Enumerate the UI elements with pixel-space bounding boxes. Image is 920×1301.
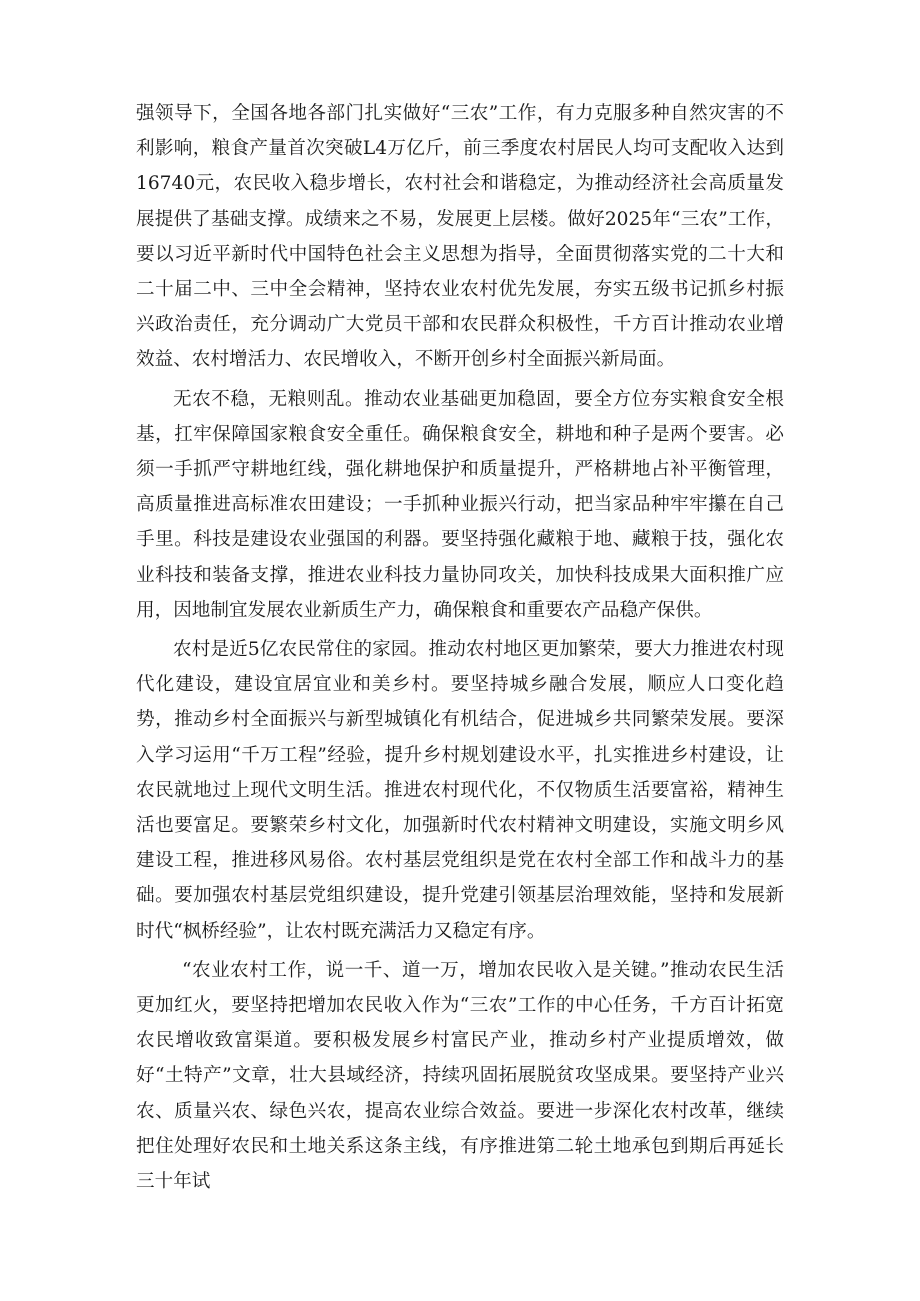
paragraph-farmer-income: “农业农村工作，说一千、道一万，增加农民收入是关键。”推动农民生活更加红火，要坚持把增加农民收入作为“三农”工作的中心任务，千方百计拓宽农民增收致富渠道。要积极发展乡村富民产业，推动乡村产业提质增效，做好“土特产”文章，壮大县域经济，持续巩固拓展脱贫攻坚成果。要坚持产业兴农、质量兴农、绿色兴农，提高农业综合效益。要进一步深化农村改革，继续把住处理好农民和土地关系这条主线，有序推进第二轮土地承包到期后再延长三十年试 xyxy=(136,959,784,1193)
paragraph-rural-prosperity: 农村是近5亿农民常住的家园。推动农村地区更加繁荣，要大力推进农村现代化建设，建设宜居宜业和美乡村。要坚持城乡融合发展，顺应人口变化趋势，推动乡村全面振兴与新型城镇化有机结合，促进城乡共同繁荣发展。要深入学习运用“千万工程”经验，提升乡村规划建设水平，扎实推进乡村建设，让农民就地过上现代文明生活。推进农村现代化，不仅物质生活要富裕，精神生活也要富足。要繁荣乡村文化，加强新时代农村精神文明建设，实施文明乡风建设工程，推进移风易俗。农村基层党组织是党在农村全部工作和战斗力的基础。要加强农村基层党组织建设，提升党建引领基层治理效能，坚持和发展新时代“枫桥经验”，让农村既充满活力又稳定有序。 xyxy=(136,639,784,942)
paragraph-grain-security: 无农不稳，无粮则乱。推动农业基础更加稳固，要全方位夯实粮食安全根基，扛牢保障国家粮食安全重任。确保粮食安全，耕地和种子是两个要害。必须一手抓严守耕地红线，强化耕地保护和质量提升，严格耕地占补平衡管理，高质量推进高标准农田建设；一手抓种业振兴行动，把当家品种牢牢攥在自己手里。科技是建设农业强国的利器。要坚持强化藏粮于地、藏粮于技，强化农业科技和装备支撑，推进农业科技力量协同攻关，加快科技成果大面积推广应用，因地制宜发展农业新质生产力，确保粮食和重要农产品稳产保供。 xyxy=(136,388,784,621)
document-body xyxy=(136,96,784,1203)
paragraph-intro: 强领导下，全国各地各部门扎实做好“三农”工作，有力克服多种自然灾害的不利影响，粮食产量首次突破L4万亿斤，前三季度农村居民人均可支配收入达到16740元，农民收入稳步增长，农村社会和谐稳定，为推动经济社会高质量发展提供了基础支撑。成绩来之不易，发展更上层楼。做好2025年“三农”工作，要以习近平新时代中国特色社会主义思想为指导，全面贯彻落实党的二十大和二十届二中、三中全会精神，坚持农业农村优先发展，夯实五级书记抓乡村振兴政治责任，充分调动广大党员干部和农民群众积极性，千方百计推动农业增效益、农村增活力、农民增收入，不断开创乡村全面振兴新局面。 xyxy=(136,103,784,371)
